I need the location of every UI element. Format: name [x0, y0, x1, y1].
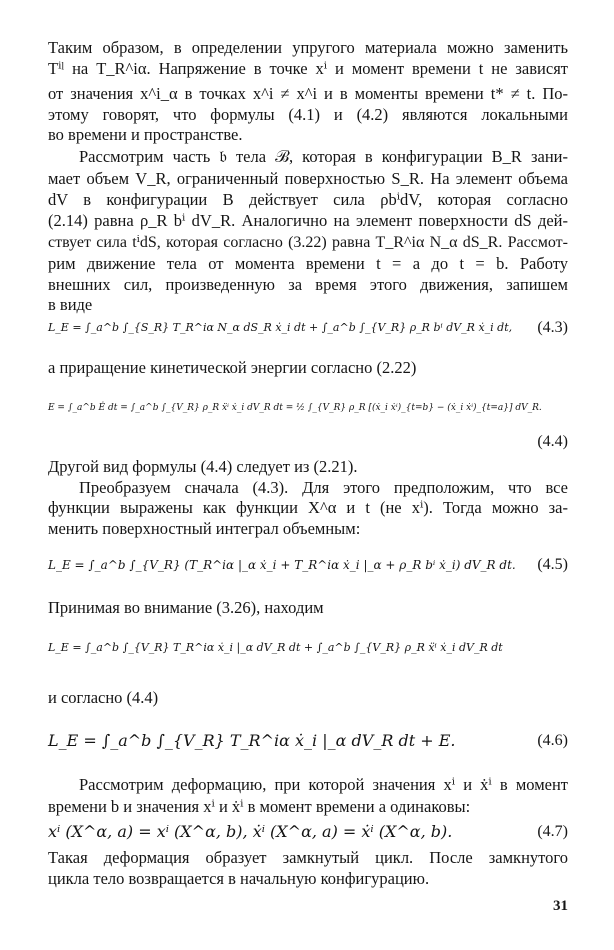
text-line: Рассмотрим деформацию, при которой значения xⁱ и ẋⁱ в момент [79, 775, 568, 794]
text-line: от значения x^i_α в точках x^i ≠ x^i и в моменты времени t* ≠ t. По- [48, 84, 568, 103]
text-line: и согласно (4.4) [48, 688, 159, 707]
text-line: функции выражены как функции X^α и t (не xⁱ). Тогда можно за- [48, 498, 568, 517]
text-line: менить поверхностный интеграл объемным: [48, 519, 361, 538]
equation: xⁱ (X^α, a) = xⁱ (X^α, b), ẋⁱ (X^α, a) = ẋⁱ (X^α, b). [48, 822, 453, 841]
equation-number: (4.7) [537, 823, 568, 840]
text-line: во времени и пространстве. [48, 125, 243, 144]
text-line: (2.14) равна ρ_R bⁱ dV_R. Аналогично на элемент поверхности dS дей- [48, 211, 568, 230]
equation: E = ∫_a^b Ė dt = ∫_a^b ∫_{V_R} ρ_R ẍⁱ ẋ_i dV_R dt = ½ ∫_{V_R} ρ_R [(ẋ_i ẋⁱ)_{t=b} − (ẋ_i ẋⁱ)_{t=a}] dV_R. [48, 403, 542, 413]
text-line: Рассмотрим часть 𝔟 тела ℬ, которая в конфигурации B_R зани- [79, 147, 568, 166]
text-line: Tⁱˡ на T_R^iα. Напряжение в точке xⁱ и момент времени t не зависят [48, 59, 568, 78]
text-line: этому говорят, что формулы (4.1) и (4.2) являются локальными [48, 105, 568, 124]
text-line: dV в конфигурации B действует сила ρbⁱdV, которая согласно [48, 190, 568, 209]
text-line: а приращение кинетической энергии согласно (2.22) [48, 358, 417, 377]
text-line: Таким образом, в определении упругого материала можно заменить [48, 38, 568, 57]
text-line: цикла тело возвращается в начальную конфигурацию. [48, 869, 430, 888]
text-line: мает объем V_R, ограниченный поверхностью S_R. На элемент объема [48, 169, 568, 188]
text-line: Принимая во внимание (3.26), находим [48, 598, 324, 617]
equation-number: (4.4) [537, 433, 568, 450]
equation-number: (4.6) [537, 732, 568, 749]
text-line: рим движение тела от момента времени t = a до t = b. Работу [48, 254, 568, 273]
page-number: 31 [553, 898, 568, 914]
text-line: внешних сил, произведенную за время этого движения, запишем [48, 275, 568, 294]
text-line: Другой вид формулы (4.4) следует из (2.21). [48, 457, 358, 476]
text-line: времени b и значения xⁱ и ẋⁱ в момент времени a одинаковы: [48, 797, 471, 816]
text-line: в виде [48, 295, 93, 314]
equation: L_E = ∫_a^b ∫_{S_R} T_R^iα N_α dS_R ẋ_i dt + ∫_a^b ∫_{V_R} ρ_R bⁱ dV_R ẋ_i dt, [48, 321, 513, 334]
equation: L_E = ∫_a^b ∫_{V_R} T_R^iα ẋ_i |_α dV_R dt + E. [48, 731, 456, 750]
text-line: Такая деформация образует замкнутый цикл. После замкнутого [48, 848, 568, 867]
equation-number: (4.3) [537, 319, 568, 336]
text-line: Преобразуем сначала (4.3). Для этого предположим, что все [79, 478, 568, 497]
equation: L_E = ∫_a^b ∫_{V_R} T_R^iα ẋ_i |_α dV_R dt + ∫_a^b ∫_{V_R} ρ_R ẍⁱ ẋ_i dV_R dt [48, 641, 503, 654]
equation-number: (4.5) [537, 556, 568, 573]
text-line: ствует сила tⁱdS, которая согласно (3.22) равна T_R^iα N_α dS_R. Рассмот- [48, 234, 568, 251]
equation: L_E = ∫_a^b ∫_{V_R} (T_R^iα |_α ẋ_i + T_R^iα ẋ_i |_α + ρ_R bⁱ ẋ_i) dV_R dt. [48, 558, 516, 572]
